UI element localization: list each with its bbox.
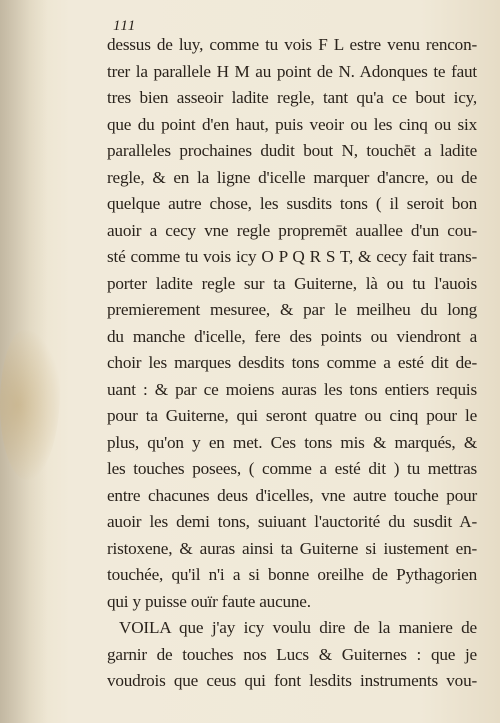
text-line: tres bien asseoir ladite regle, tant qu'a ce bout icy,: [107, 88, 477, 107]
text-line-paragraph-start: VOILA que j'ay icy voulu dire de la maniere de: [119, 618, 477, 637]
text-line: touchée, qu'il n'i a si bonne oreilhe de Pythagorien: [107, 565, 477, 584]
text-line: entre chacunes deus d'icelles, vne autre touche pour: [107, 485, 477, 505]
text-line: uant : & par ce moiens auras les tons entiers requis: [107, 379, 477, 399]
text-line: quelque autre chose, les susdits tons ( il seroit bon: [107, 194, 477, 213]
text-line: dessus de luy, comme tu vois F L estre venu rencon-: [107, 35, 477, 54]
text-line: que du point d'en haut, puis veoir ou les cinq ou six: [107, 114, 477, 134]
text-line: paralleles prochaines dudit bout N, touchēt a ladite: [107, 141, 477, 160]
text-line: auoir a cecy vne regle propremēt auallee d'un cou-: [107, 220, 477, 240]
text-line: garnir de touches nos Lucs & Guiternes : que je: [107, 644, 477, 664]
text-line: plus, qu'on y en met. Ces tons mis & marqués, &: [107, 432, 477, 452]
text-line: voudrois que ceus qui font lesdits instruments vou-: [107, 671, 477, 690]
text-line: les touches posees, ( comme a esté dit ) tu mettras: [107, 459, 477, 478]
text-line: ristoxene, & auras ainsi ta Guiterne si iustement en-: [107, 538, 477, 558]
text-line: pour ta Guiterne, qui seront quatre ou cinq pour le: [107, 406, 477, 425]
body-text: [107, 32, 477, 695]
text-line: sté comme tu vois icy O P Q R S T, & cecy fait trans-: [107, 247, 477, 266]
text-line: porter ladite regle sur ta Guiterne, là ou tu l'auois: [107, 273, 477, 293]
water-stain: [0, 330, 60, 480]
text-line: choir les marques desdits tons comme a esté dit de-: [107, 353, 477, 372]
text-line: qui y puisse ouïr faute aucune.: [107, 591, 311, 611]
text-line: trer la parallele H M au point de N. Adonques te faut: [107, 61, 477, 81]
text-line: auoir les demi tons, suiuant l'auctorité du susdit A-: [107, 512, 477, 531]
text-line: premierement mesuree, & par le meilheu du long: [107, 300, 477, 319]
text-line: regle, & en la ligne d'icelle marquer d'ancre, ou de: [107, 167, 477, 187]
text-line: du manche d'icelle, fere des points ou viendront a: [107, 326, 477, 346]
page-number: 111: [113, 18, 137, 34]
